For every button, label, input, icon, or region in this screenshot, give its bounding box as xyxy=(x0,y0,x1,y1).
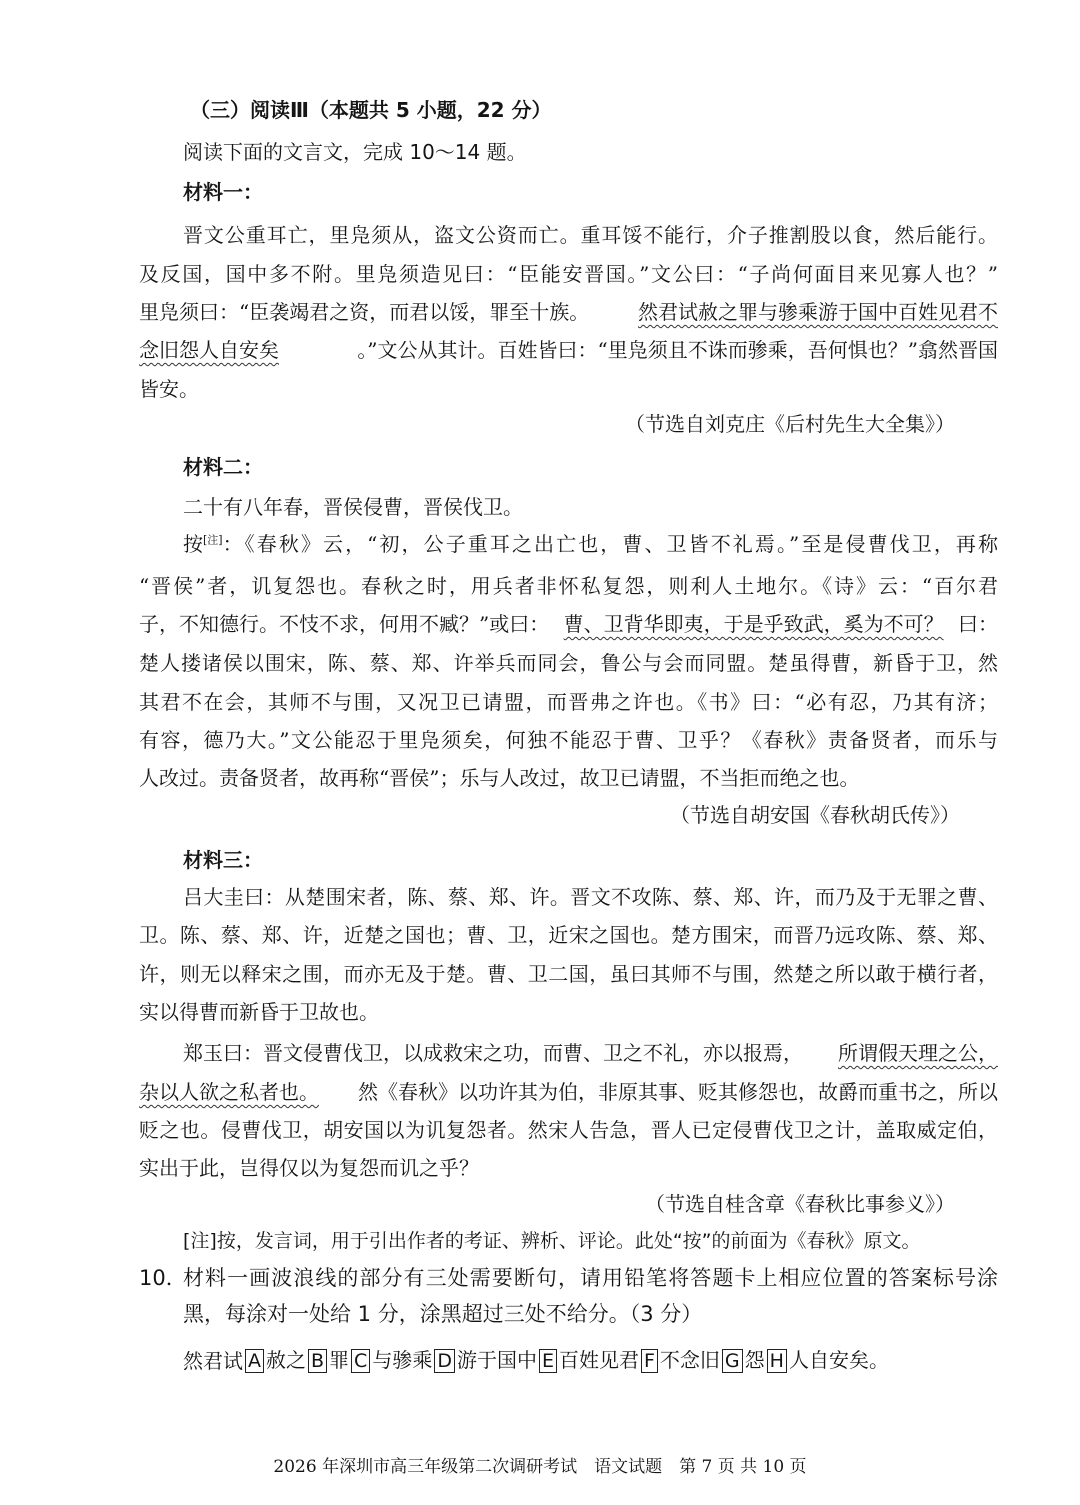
question-text: 黑，每涂对一处给 1 分，涂黑超过三处不给分。（3 分） xyxy=(183,1302,703,1326)
material-1-text: 里凫须曰：“臣袭竭君之资，而君以馁，罪至十族。 xyxy=(139,300,590,324)
material-2-line xyxy=(183,532,998,556)
option-f[interactable] xyxy=(639,1348,720,1373)
material-3-line: 实出于此，岂得仅以为复怨而讥之乎？ xyxy=(139,1156,479,1180)
option-prefix: 然君试 xyxy=(183,1348,243,1373)
option-label: B xyxy=(308,1349,327,1373)
note-mark: [注] xyxy=(203,533,223,547)
material-2-line xyxy=(139,612,998,636)
material-2-line: 其君不在会，其师不与围，又况卫已请盟，而晋弗之许也。《书》曰：“必有忍，乃其有济； xyxy=(139,690,998,714)
material-2-text xyxy=(183,532,223,556)
option-label: A xyxy=(245,1349,264,1373)
an-marker: 按 xyxy=(183,532,203,556)
option-text: 与骖乘 xyxy=(372,1348,433,1372)
question-text: 材料一画波浪线的部分有三处需要断句，请用铅笔将答题卡上相应位置的答案标号涂 xyxy=(183,1266,998,1290)
material-2-line: “晋侯”者，讥复怨也。春秋之时，用兵者非怀私复怨，则利人土地尔。《诗》云：“百尔君 xyxy=(139,574,998,598)
option-label: F xyxy=(641,1349,658,1373)
option-e[interactable] xyxy=(537,1348,639,1373)
material-1-line: 及反国，国中多不附。里凫须造见曰：“臣能安晋国。”文公曰：“子尚何面目来见寡人也？” xyxy=(139,262,998,286)
option-d[interactable] xyxy=(432,1348,537,1373)
material-1-line xyxy=(139,300,998,324)
material-3-line: 卫。陈、蔡、郑、许，近楚之国也；曹、卫，近宋之国也。楚方围宋，而晋乃远攻陈、蔡、郑、 xyxy=(139,923,998,947)
wavy-underlined-passage: 曹、卫背华即夷，于是乎致武，奚为不可？ xyxy=(563,612,944,636)
material-2-heading: 材料二： xyxy=(183,455,263,479)
material-1-line: 皆安。 xyxy=(139,377,199,401)
option-label: H xyxy=(767,1349,787,1373)
answer-options-row xyxy=(183,1348,889,1373)
material-3-line xyxy=(139,1080,998,1104)
material-3-text: 然《春秋》以功许其为伯，非原其事、贬其修怨也，故爵而重书之，所以 xyxy=(358,1080,998,1104)
material-2-source: （节选自胡安国《春秋胡氏传》） xyxy=(670,803,960,827)
section-title: （三）阅读Ⅲ（本题共 5 小题，22 分） xyxy=(190,98,552,122)
option-text: 不念旧 xyxy=(659,1348,720,1372)
material-3-heading: 材料三： xyxy=(183,848,263,872)
option-text: 罪 xyxy=(329,1348,350,1372)
option-g[interactable] xyxy=(720,1348,765,1373)
material-2-line: 楚人搂诸侯以围宋，陈、蔡、郑、许举兵而同会，鲁公与会而同盟。楚虽得曹，新昏于卫，然 xyxy=(139,651,998,675)
material-2-line: 有容，德乃大。”文公能忍于里凫须矣，何独不能忍于曹、卫乎？《春秋》责备贤者，而乐与 xyxy=(139,728,998,752)
instruction: 阅读下面的文言文，完成 10～14 题。 xyxy=(183,140,527,164)
page-footer: 2026 年深圳市高三年级第二次调研考试 语文试题 第 7 页 共 10 页 xyxy=(273,1457,807,1477)
question-number: 10． xyxy=(139,1266,187,1290)
material-3-source: （节选自桂含章《春秋比事参义》） xyxy=(645,1192,955,1216)
option-a[interactable] xyxy=(243,1348,306,1373)
option-h[interactable] xyxy=(765,1348,889,1373)
option-label: E xyxy=(539,1349,557,1373)
material-2-line: 二十有八年春，晋侯侵曹，晋侯伐卫。 xyxy=(183,495,523,519)
material-3-line: 吕大圭曰：从楚围宋者，陈、蔡、郑、许。晋文不攻陈、蔡、郑、许，而乃及于无罪之曹、 xyxy=(183,885,998,909)
material-2-text: 子，不知德行。不忮不求，何用不臧？”或曰： xyxy=(139,612,550,636)
option-label: D xyxy=(434,1349,455,1373)
material-2-line: 人改过。责备贤者，故再称“晋侯”；乐与人改过，故卫已请盟，不当拒而绝之也。 xyxy=(139,766,860,790)
option-label: C xyxy=(351,1349,370,1373)
material-3-line: 许，则无以释宋之围，而亦无及于楚。曹、卫二国，虽曰其师不与围，然楚之所以敢于横行者， xyxy=(139,962,998,986)
material-3-line: 实以得曹而新昏于卫故也。 xyxy=(139,1000,379,1024)
material-2-text: ：《春秋》云，“初，公子重耳之出亡也，曹、卫皆不礼焉。”至是侵曹伐卫，再称 xyxy=(222,532,998,556)
material-1-line: 晋文公重耳亡，里凫须从，盗文公资而亡。重耳馁不能行，介子推割股以食，然后能行。 xyxy=(183,223,998,247)
option-text: 百姓见君 xyxy=(558,1348,639,1372)
wavy-underlined-passage: 然君试赦之罪与骖乘游于国中百姓见君不 xyxy=(638,300,998,324)
question-10 xyxy=(139,1266,998,1291)
footnote: [注]按，发言词，用于引出作者的考证、辨析、评论。此处“按”的前面为《春秋》原文。 xyxy=(183,1230,921,1252)
option-c[interactable] xyxy=(349,1348,432,1373)
option-text: 赦之 xyxy=(266,1348,306,1372)
wavy-underlined-passage: 念旧怨人自安矣 xyxy=(139,338,279,362)
wavy-underlined-passage: 所谓假天理之公， xyxy=(838,1041,998,1065)
material-3-line: 贬之也。侵曹伐卫，胡安国以为讥复怨者。然宋人告急，晋人已定侵曹伐卫之计，盖取威定伯， xyxy=(139,1118,998,1142)
material-1-line xyxy=(139,338,998,362)
material-2-text: 曰： xyxy=(957,612,998,636)
material-1-heading: 材料一： xyxy=(183,180,263,204)
option-label: G xyxy=(722,1349,743,1373)
option-text: 怨 xyxy=(744,1348,765,1372)
material-3-text: 郑玉曰：晋文侵曹伐卫，以成救宋之功，而曹、卫之不礼，亦以报焉， xyxy=(183,1041,803,1065)
option-text: 人自安矣。 xyxy=(788,1348,889,1372)
material-3-line xyxy=(183,1041,998,1065)
option-b[interactable] xyxy=(306,1348,349,1373)
option-text: 游于国中 xyxy=(456,1348,537,1372)
material-1-text: 。”文公从其计。百姓皆曰：“里凫须且不诛而骖乘，吾何惧也？”翕然晋国 xyxy=(357,338,998,362)
wavy-underlined-passage: 杂以人欲之私者也。 xyxy=(139,1080,319,1104)
material-1-source: （节选自刘克庄《后村先生大全集》） xyxy=(625,412,955,436)
